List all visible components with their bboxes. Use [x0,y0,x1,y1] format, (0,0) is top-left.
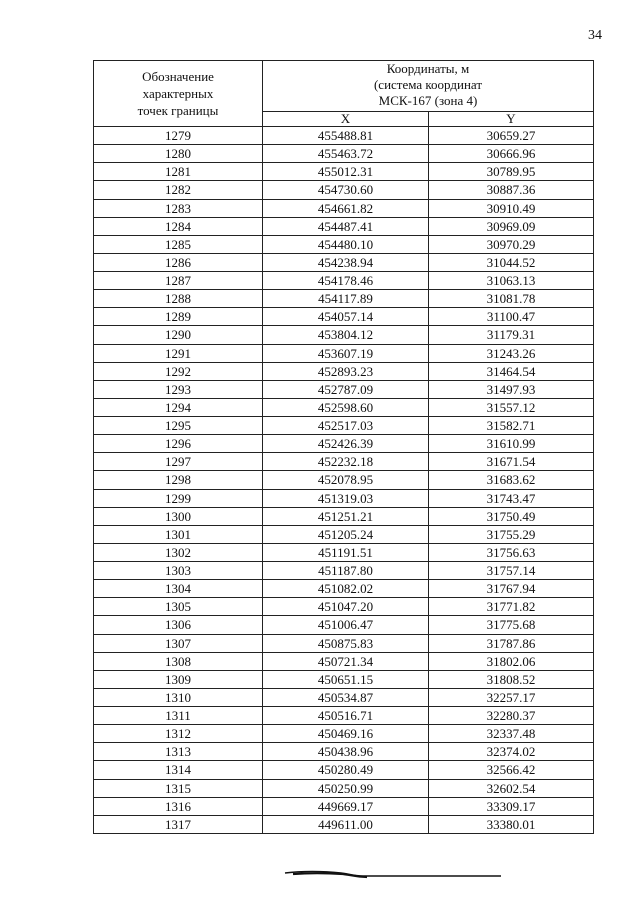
y-coordinate-cell: 31743.47 [429,489,594,507]
table-row [94,489,594,507]
y-coordinate-cell: 30910.49 [429,199,594,217]
table-row [94,217,594,235]
point-number-cell: 1317 [94,815,263,833]
point-number-cell: 1312 [94,725,263,743]
point-number-cell: 1280 [94,145,263,163]
point-number-cell: 1316 [94,797,263,815]
table-row [94,670,594,688]
header-points-line: Обозначение [142,69,214,84]
table-row [94,417,594,435]
point-number-cell: 1281 [94,163,263,181]
point-number-cell: 1295 [94,417,263,435]
x-coordinate-cell: 452787.09 [263,380,429,398]
point-number-cell: 1309 [94,670,263,688]
point-number-cell: 1303 [94,562,263,580]
table-row [94,235,594,253]
y-coordinate-cell: 31497.93 [429,380,594,398]
point-number-cell: 1293 [94,380,263,398]
x-coordinate-cell: 455463.72 [263,145,429,163]
y-coordinate-cell: 31582.71 [429,417,594,435]
y-coordinate-cell: 31755.29 [429,525,594,543]
y-coordinate-cell: 31081.78 [429,290,594,308]
x-coordinate-cell: 455012.31 [263,163,429,181]
y-coordinate-cell: 31610.99 [429,435,594,453]
y-coordinate-cell: 31767.94 [429,580,594,598]
point-number-cell: 1310 [94,688,263,706]
point-number-cell: 1289 [94,308,263,326]
point-number-cell: 1297 [94,453,263,471]
table-row [94,616,594,634]
header-points-line: характерных [142,86,214,101]
x-coordinate-cell: 451082.02 [263,580,429,598]
y-coordinate-cell: 31808.52 [429,670,594,688]
y-coordinate-cell: 31464.54 [429,362,594,380]
point-number-cell: 1284 [94,217,263,235]
point-number-cell: 1286 [94,253,263,271]
table-header-row [94,61,594,112]
x-coordinate-cell: 450469.16 [263,725,429,743]
y-coordinate-cell: 30659.27 [429,127,594,145]
point-number-cell: 1302 [94,543,263,561]
x-coordinate-cell: 451187.80 [263,562,429,580]
x-coordinate-cell: 453804.12 [263,326,429,344]
point-number-cell: 1285 [94,235,263,253]
y-coordinate-cell: 31100.47 [429,308,594,326]
point-number-cell: 1279 [94,127,263,145]
x-coordinate-cell: 452426.39 [263,435,429,453]
x-coordinate-cell: 450651.15 [263,670,429,688]
table-row [94,199,594,217]
y-coordinate-cell: 32374.02 [429,743,594,761]
y-coordinate-cell: 32280.37 [429,707,594,725]
table-row [94,344,594,362]
point-number-cell: 1313 [94,743,263,761]
x-coordinate-cell: 449669.17 [263,797,429,815]
table-row [94,525,594,543]
y-coordinate-cell: 30887.36 [429,181,594,199]
x-coordinate-cell: 450721.34 [263,652,429,670]
header-coordinates-line: МСК-167 (зона 4) [378,93,478,108]
header-coordinates [263,61,594,112]
y-coordinate-cell: 31757.14 [429,562,594,580]
table-row [94,326,594,344]
point-number-cell: 1306 [94,616,263,634]
table-row [94,580,594,598]
header-points-line: точек границы [137,103,219,118]
table-row [94,308,594,326]
x-coordinate-cell: 451205.24 [263,525,429,543]
table-body [94,127,594,834]
table-row [94,453,594,471]
table-row [94,779,594,797]
y-coordinate-cell: 31683.62 [429,471,594,489]
table-row [94,471,594,489]
y-coordinate-cell: 31787.86 [429,634,594,652]
x-coordinate-cell: 451319.03 [263,489,429,507]
y-coordinate-cell: 30970.29 [429,235,594,253]
header-x: X [263,112,429,127]
point-number-cell: 1290 [94,326,263,344]
y-coordinate-cell: 30969.09 [429,217,594,235]
x-coordinate-cell: 452517.03 [263,417,429,435]
y-coordinate-cell: 31179.31 [429,326,594,344]
y-coordinate-cell: 31243.26 [429,344,594,362]
x-coordinate-cell: 449611.00 [263,815,429,833]
point-number-cell: 1315 [94,779,263,797]
x-coordinate-cell: 450438.96 [263,743,429,761]
x-coordinate-cell: 452598.60 [263,398,429,416]
table-row [94,634,594,652]
x-coordinate-cell: 454178.46 [263,272,429,290]
table-row [94,272,594,290]
table-row [94,507,594,525]
y-coordinate-cell: 31063.13 [429,272,594,290]
point-number-cell: 1298 [94,471,263,489]
table-row [94,290,594,308]
x-coordinate-cell: 454480.10 [263,235,429,253]
table-row [94,181,594,199]
y-coordinate-cell: 30789.95 [429,163,594,181]
y-coordinate-cell: 31756.63 [429,543,594,561]
point-number-cell: 1288 [94,290,263,308]
y-coordinate-cell: 32337.48 [429,725,594,743]
header-coordinates-line: (система координат [373,77,483,92]
y-coordinate-cell: 31771.82 [429,598,594,616]
point-number-cell: 1307 [94,634,263,652]
x-coordinate-cell: 450516.71 [263,707,429,725]
point-number-cell: 1296 [94,435,263,453]
y-coordinate-cell: 31775.68 [429,616,594,634]
header-coordinates-line: Координаты, м [386,61,470,76]
point-number-cell: 1287 [94,272,263,290]
x-coordinate-cell: 451006.47 [263,616,429,634]
point-number-cell: 1291 [94,344,263,362]
y-coordinate-cell: 31750.49 [429,507,594,525]
point-number-cell: 1304 [94,580,263,598]
header-points [94,61,263,127]
x-coordinate-cell: 455488.81 [263,127,429,145]
y-coordinate-cell: 33380.01 [429,815,594,833]
table-row [94,398,594,416]
y-coordinate-cell: 31671.54 [429,453,594,471]
x-coordinate-cell: 450534.87 [263,688,429,706]
table-row [94,380,594,398]
point-number-cell: 1292 [94,362,263,380]
table-row [94,652,594,670]
point-number-cell: 1300 [94,507,263,525]
point-number-cell: 1311 [94,707,263,725]
point-number-cell: 1314 [94,761,263,779]
table-row [94,562,594,580]
x-coordinate-cell: 450875.83 [263,634,429,652]
table-row [94,127,594,145]
table-row [94,435,594,453]
point-number-cell: 1299 [94,489,263,507]
y-coordinate-cell: 32257.17 [429,688,594,706]
point-number-cell: 1301 [94,525,263,543]
x-coordinate-cell: 451191.51 [263,543,429,561]
table-row [94,743,594,761]
x-coordinate-cell: 452232.18 [263,453,429,471]
y-coordinate-cell: 33309.17 [429,797,594,815]
table-row [94,543,594,561]
x-coordinate-cell: 454661.82 [263,199,429,217]
x-coordinate-cell: 451251.21 [263,507,429,525]
table-row [94,688,594,706]
x-coordinate-cell: 451047.20 [263,598,429,616]
x-coordinate-cell: 454487.41 [263,217,429,235]
point-number-cell: 1282 [94,181,263,199]
point-number-cell: 1294 [94,398,263,416]
page-number: 34 [588,28,602,43]
table-row [94,598,594,616]
x-coordinate-cell: 452078.95 [263,471,429,489]
table-row [94,145,594,163]
x-coordinate-cell: 454238.94 [263,253,429,271]
y-coordinate-cell: 30666.96 [429,145,594,163]
table-row [94,163,594,181]
y-coordinate-cell: 31802.06 [429,652,594,670]
table-row [94,815,594,833]
y-coordinate-cell: 31044.52 [429,253,594,271]
x-coordinate-cell: 450250.99 [263,779,429,797]
y-coordinate-cell: 32566.42 [429,761,594,779]
header-y: Y [429,112,594,127]
x-coordinate-cell: 452893.23 [263,362,429,380]
x-coordinate-cell: 453607.19 [263,344,429,362]
table-row [94,797,594,815]
point-number-cell: 1308 [94,652,263,670]
table-row [94,253,594,271]
x-coordinate-cell: 454057.14 [263,308,429,326]
point-number-cell: 1305 [94,598,263,616]
coordinates-table [93,60,594,834]
y-coordinate-cell: 31557.12 [429,398,594,416]
y-coordinate-cell: 32602.54 [429,779,594,797]
x-coordinate-cell: 450280.49 [263,761,429,779]
table-row [94,761,594,779]
point-number-cell: 1283 [94,199,263,217]
x-coordinate-cell: 454117.89 [263,290,429,308]
signature-mark [283,868,503,880]
table-row [94,725,594,743]
table-row [94,707,594,725]
x-coordinate-cell: 454730.60 [263,181,429,199]
table-row [94,362,594,380]
